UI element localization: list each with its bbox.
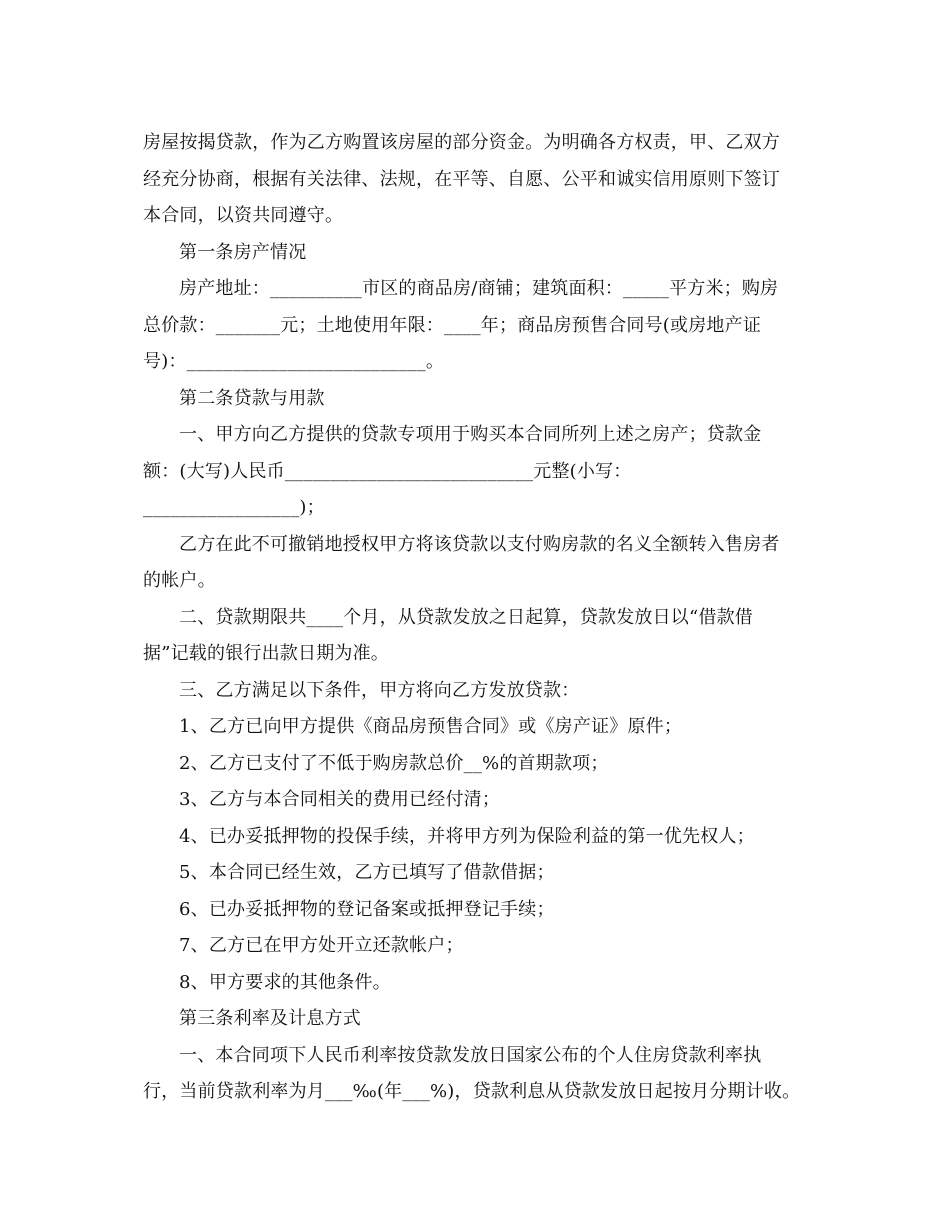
text-line: 二、贷款期限共____个月，从贷款发放之日起算，贷款发放日以“借款借	[179, 606, 753, 628]
text-line: 一、本合同项下人民币利率按贷款发放日国家公布的个人住房贷款利率执	[179, 1044, 762, 1066]
list-item: 4、已办妥抵押物的投保手续，并将甲方列为保险利益的第一优先权人；	[179, 825, 755, 847]
text-line: 额：(大写)人民币___________________________元整(小写：	[143, 460, 632, 482]
text-line: 本合同，以资共同遵守。	[143, 205, 344, 226]
text-line: _________________)；	[143, 497, 325, 518]
text-line: 经充分协商，根据有关法律、法规，在平等、自愿、公平和诚实信用原则下签订	[143, 168, 780, 190]
section-heading: 第三条利率及计息方式	[179, 1008, 361, 1029]
section-heading: 第一条房产情况	[179, 241, 307, 263]
text-line: 的帐户。	[143, 570, 216, 591]
list-item: 2、乙方已支付了不低于购房款总价__%的首期款项；	[179, 752, 609, 774]
text-line: 房产地址：__________市区的商品房/商铺；建筑面积：_____平方米；购房	[179, 278, 779, 299]
text-line: 三、乙方满足以下条件，甲方将向乙方发放贷款：	[179, 679, 580, 701]
list-item: 5、本合同已经生效，乙方已填写了借款借据；	[179, 862, 555, 883]
text-line: 一、甲方向乙方提供的贷款专项用于购买本合同所列上述之房产；贷款金	[179, 424, 762, 445]
section-heading: 第二条贷款与用款	[179, 387, 325, 409]
document-body	[143, 125, 808, 1111]
text-line: 行，当前贷款利率为月___‰(年___%)，贷款利息从贷款发放日起按月分期计收。	[143, 1081, 801, 1102]
text-line: 据”记载的银行出款日期为准。	[143, 643, 390, 664]
text-line: 号)：__________________________。	[143, 351, 445, 372]
list-item: 1、乙方已向甲方提供《商品房预售合同》或《房产证》原件；	[179, 716, 683, 737]
list-item: 6、已办妥抵押物的登记备案或抵押登记手续；	[179, 898, 555, 920]
list-item: 8、甲方要求的其他条件。	[179, 971, 391, 993]
list-item: 3、乙方与本合同相关的费用已经付清；	[179, 789, 501, 810]
list-item: 7、乙方已在甲方处开立还款帐户；	[179, 935, 464, 956]
text-line: 乙方在此不可撤销地授权甲方将该贷款以支付购房款的名义全额转入售房者	[179, 533, 780, 555]
text-line: 总价款：_______元；土地使用年限：____年；商品房预售合同号(或房地产证	[143, 314, 762, 336]
text-line: 房屋按揭贷款，作为乙方购置该房屋的部分资金。为明确各方权责，甲、乙双方	[143, 132, 780, 153]
